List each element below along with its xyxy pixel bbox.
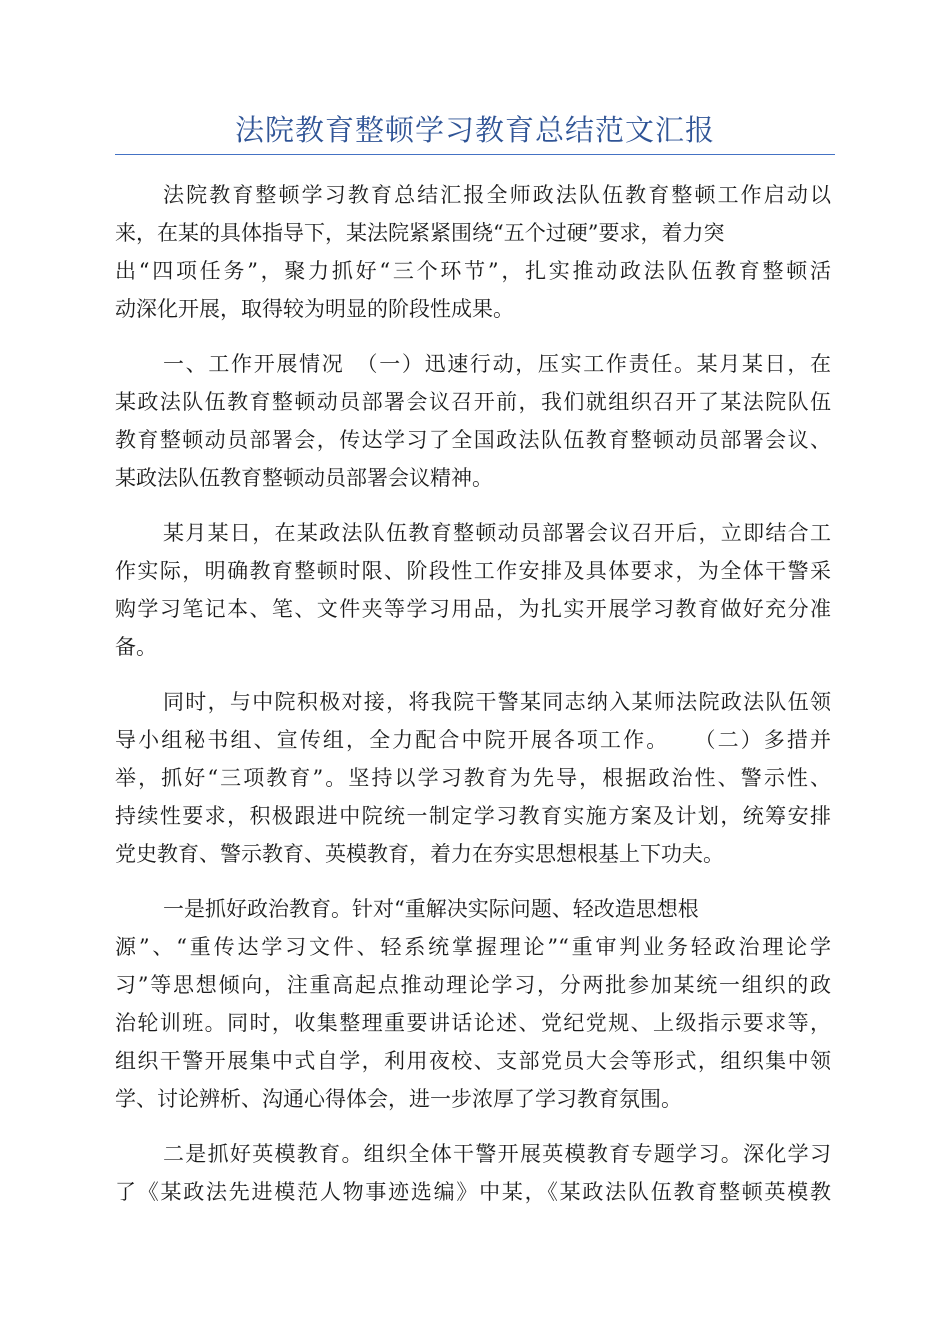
- text-line: 治轮训班。同时，收集整理重要讲话论述、党纪党规、上级指示要求等，: [115, 1011, 831, 1035]
- paragraph-hero-education: [115, 1135, 831, 1211]
- text-line: 一、工作开展情况 （一）迅速行动，压实工作责任。某月某日，在: [163, 352, 831, 376]
- title-underline: [115, 154, 835, 155]
- paragraph-political-education: [115, 890, 831, 1118]
- document-body: [115, 176, 831, 1228]
- text-line: 出“四项任务”，聚力抓好“三个环节”，扎实推动政法队伍教育整顿活: [115, 259, 831, 283]
- text-line: 动深化开展，取得较为明显的阶段性成果。: [115, 297, 514, 321]
- text-line: 备。: [115, 635, 157, 659]
- text-line: 作实际，明确教育整顿时限、阶段性工作安排及具体要求，为全体干警采: [115, 559, 831, 583]
- text-line: 组织干警开展集中式自学，利用夜校、支部党员大会等形式，组织集中领: [115, 1049, 831, 1073]
- paragraph-work-status: [115, 345, 831, 497]
- text-line: 法院教育整顿学习教育总结汇报全师政法队伍教育整顿工作启动以: [163, 183, 831, 207]
- text-line: 学、讨论辨析、沟通心得体会，进一步浓厚了学习教育氛围。: [115, 1087, 682, 1111]
- paragraph-coordination: [115, 683, 831, 873]
- text-line: 一是抓好政治教育。针对“重解决实际问题、轻改造思想根: [163, 897, 699, 921]
- text-line: 来，在某的具体指导下，某法院紧紧围绕“五个过硬”要求，着力突: [115, 221, 725, 245]
- text-line: 习”等思想倾向，注重高起点推动理论学习，分两批参加某统一组织的政: [115, 973, 831, 997]
- text-line: 举，抓好“三项教育”。坚持以学习教育为先导，根据政治性、警示性、: [115, 766, 831, 790]
- text-line: 党史教育、警示教育、英模教育，着力在夯实思想根基上下功夫。: [115, 842, 724, 866]
- text-line: 持续性要求，积极跟进中院统一制定学习教育实施方案及计划，统筹安排: [115, 804, 831, 828]
- text-line: 源”、“重传达学习文件、轻系统掌握理论”“重审判业务轻政治理论学: [115, 935, 831, 959]
- text-line: 二是抓好英模教育。组织全体干警开展英模教育专题学习。深化学习: [163, 1142, 831, 1166]
- text-line: 某政法队伍教育整顿动员部署会议召开前，我们就组织召开了某法院队伍: [115, 390, 831, 414]
- paragraph-intro: [115, 176, 831, 328]
- text-line: 某月某日，在某政法队伍教育整顿动员部署会议召开后，立即结合工: [163, 521, 831, 545]
- document-title: 法院教育整顿学习教育总结范文汇报: [234, 113, 715, 147]
- text-line: 某政法队伍教育整顿动员部署会议精神。: [115, 466, 493, 490]
- text-line: 教育整顿动员部署会，传达学习了全国政法队伍教育整顿动员部署会议、: [115, 428, 831, 452]
- text-line: 购学习笔记本、笔、文件夹等学习用品，为扎实开展学习教育做好充分准: [115, 597, 831, 621]
- text-line: 了《某政法先进模范人物事迹选编》中某，《某政法队伍教育整顿英模教: [115, 1180, 831, 1204]
- paragraph-arrangement: [115, 514, 831, 666]
- text-line: 导小组秘书组、宣传组，全力配合中院开展各项工作。 （二）多措并: [115, 728, 831, 752]
- text-line: 同时，与中院积极对接，将我院干警某同志纳入某师法院政法队伍领: [163, 690, 831, 714]
